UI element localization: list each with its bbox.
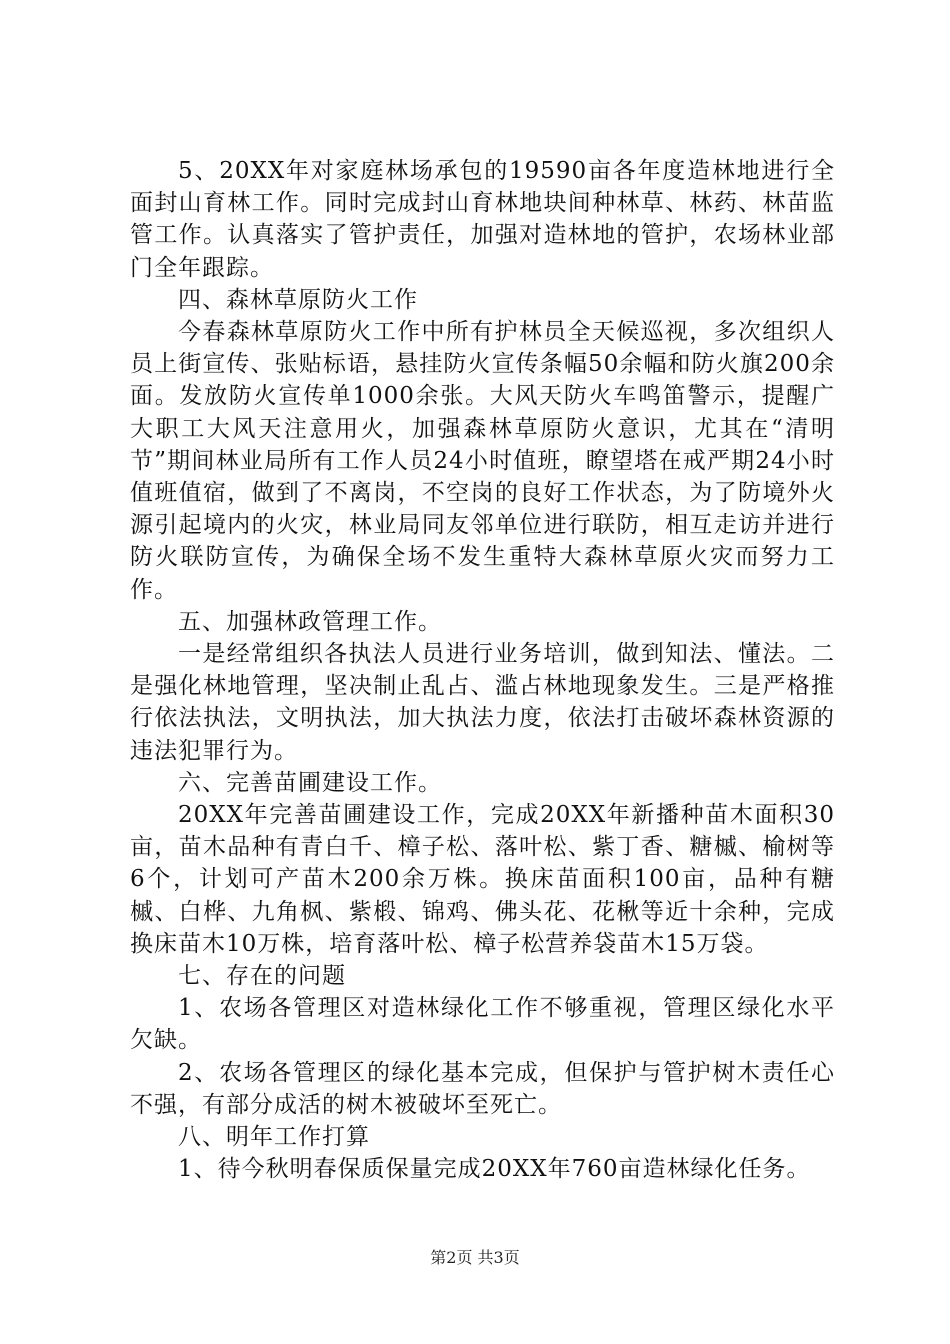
paragraph-item-5: 5、20XX年对家庭林场承包的19590亩各年度造林地进行全面封山育林工作。同时完成封山育林地块间种林草、林药、林苗监管工作。认真落实了管护责任，加强对造林地的管护，农场林业部门全年跟踪。 (130, 158, 835, 281)
section-heading-nursery: 六、完善苗圃建设工作。 (178, 769, 442, 796)
section-heading-problems: 七、存在的问题 (178, 963, 346, 990)
paragraph-forest-administration: 一是经常组织各执法人员进行业务培训，做到知法、懂法。二是强化林地管理，坚决制止乱占、滥占林地现象发生。三是严格推行依法执法，文明执法，加大执法力度，依法打击破坏森林资源的违法犯罪行为。 (130, 641, 835, 764)
paragraph-problem-2: 2、农场各管理区的绿化基本完成，但保护与管护树木责任心不强，有部分成活的树木被破坏至死亡。 (130, 1059, 835, 1118)
paragraph-plan-1: 1、待今秋明春保质保量完成20XX年760亩造林绿化任务。 (178, 1156, 811, 1183)
page-footer: 第2页 共3页 (430, 1248, 520, 1267)
paragraph-fire-prevention: 今春森林草原防火工作中所有护林员全天候巡视，多次组织人员上街宣传、张贴标语，悬挂防火宣传条幅50余幅和防火旗200余面。发放防火宣传单1000余张。大风天防火车鸣笛警示，提醒广大职工大风天注意用火，加强森林草原防火意识，尤其在“清明节”期间林业局所有工作人员24小时值班，瞭望塔在戒严期24小时值班值宿，做到了不离岗，不空岗的良好工作状态，为了防境外火源引起境内的火灾，林业局同友邻单位进行联防，相互走访并进行防火联防宣传，为确保全场不发生重特大森林草原火灾而努力工作。 (130, 319, 835, 603)
section-heading-forest-administration: 五、加强林政管理工作。 (178, 608, 442, 635)
document-body (130, 155, 835, 1186)
section-heading-next-year: 八、明年工作打算 (178, 1124, 370, 1151)
paragraph-nursery: 20XX年完善苗圃建设工作，完成20XX年新播种苗木面积30亩，苗木品种有青白千、樟子松、落叶松、紫丁香、糖槭、榆树等6个，计划可产苗木200余万株。换床苗面积100亩，品种有糖槭、白桦、九角枫、紫椴、锦鸡、佛头花、花楸等近十余种，完成换床苗木10万株，培育落叶松、樟子松营养袋苗木15万袋。 (130, 802, 835, 957)
section-heading-fire-prevention: 四、森林草原防火工作 (178, 286, 418, 313)
paragraph-problem-1: 1、农场各管理区对造林绿化工作不够重视，管理区绿化水平欠缺。 (130, 995, 835, 1054)
